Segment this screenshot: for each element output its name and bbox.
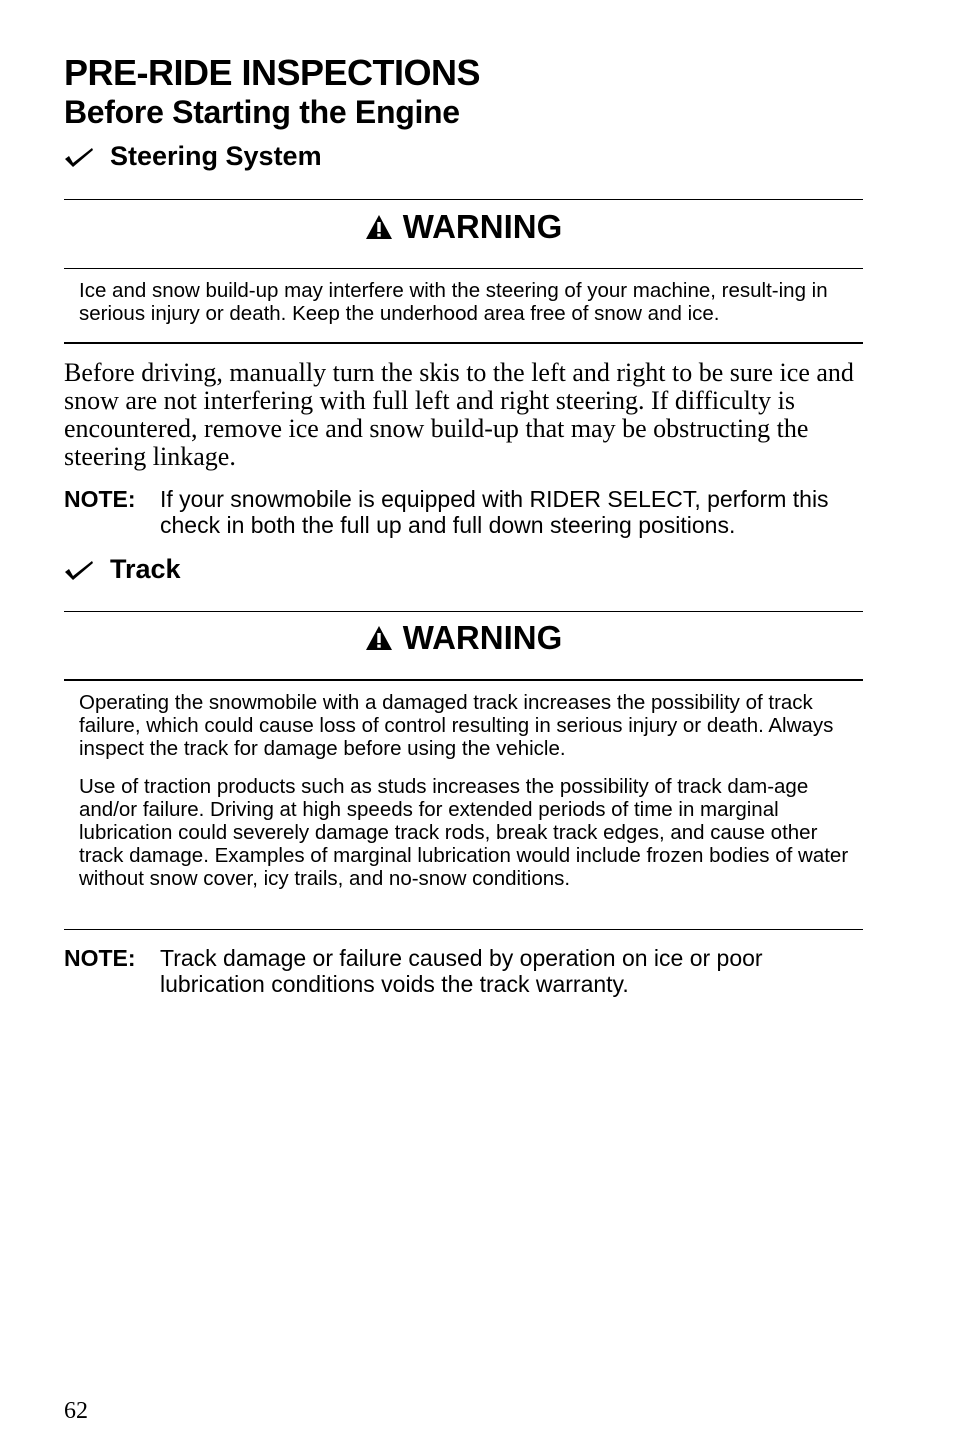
steering-note <box>64 486 864 538</box>
steering-warning-header <box>64 208 863 246</box>
warning-triangle-icon <box>365 625 393 651</box>
checkmark-icon <box>64 559 94 581</box>
note-label: NOTE: <box>64 486 136 512</box>
warning-box-bottom-rule <box>64 342 863 344</box>
track-warning-text <box>79 691 854 890</box>
warning-box-bottom-rule <box>64 929 863 930</box>
note-label: NOTE: <box>64 945 136 971</box>
section-subtitle: Before Starting the Engine <box>64 94 460 130</box>
warning-box-top-rule <box>64 199 863 200</box>
steering-warning-label: WARNING <box>402 208 563 245</box>
track-note <box>64 945 864 997</box>
track-heading <box>64 554 181 585</box>
steering-body-paragraph: Before driving, manually turn the skis to the left and right to be sure ice and snow are not interfering with full left and right steering. If difficulty is encountered, remove ice and snow build-up that may be obstructing the steering linkage. <box>64 358 854 471</box>
warning-box-top-rule <box>64 611 863 612</box>
track-warning-paragraph-1: Operating the snowmobile with a damaged track increases the possibility of track failure, which could cause loss of control resulting in serious injury or death. Always inspect the track for damage before using the vehicle. <box>79 691 834 760</box>
note-text: Track damage or failure caused by operation on ice or poor lubrication conditions voids the track warranty. <box>160 945 763 997</box>
warning-header-rule <box>64 268 863 269</box>
steering-heading <box>64 141 322 172</box>
track-warning-paragraph-2: Use of traction products such as studs increases the possibility of track dam-age and/or failure. Driving at high speeds for extended periods of time in marginal lubrication could severely damage track rods, break track edges, and cause other track damage. Examples of marginal lubrication would include frozen bodies of water without snow cover, icy trails, and no-snow conditions. <box>79 775 849 890</box>
steering-heading-label: Steering System <box>110 141 322 171</box>
warning-header-rule <box>64 679 863 681</box>
checkmark-icon <box>64 146 94 168</box>
track-warning-header <box>64 619 863 657</box>
note-text: If your snowmobile is equipped with RIDER SELECT, perform this check in both the full up and full down steering positions. <box>160 486 829 538</box>
page-number: 62 <box>64 1398 88 1424</box>
warning-triangle-icon <box>365 214 393 240</box>
track-heading-label: Track <box>110 554 181 584</box>
steering-warning-paragraph: Ice and snow build-up may interfere with the steering of your machine, result-ing in serious injury or death. Keep the underhood area free of snow and ice. <box>79 279 828 325</box>
steering-warning-text <box>79 279 854 325</box>
track-warning-label: WARNING <box>402 619 563 656</box>
page-title: PRE-RIDE INSPECTIONS <box>64 52 481 93</box>
